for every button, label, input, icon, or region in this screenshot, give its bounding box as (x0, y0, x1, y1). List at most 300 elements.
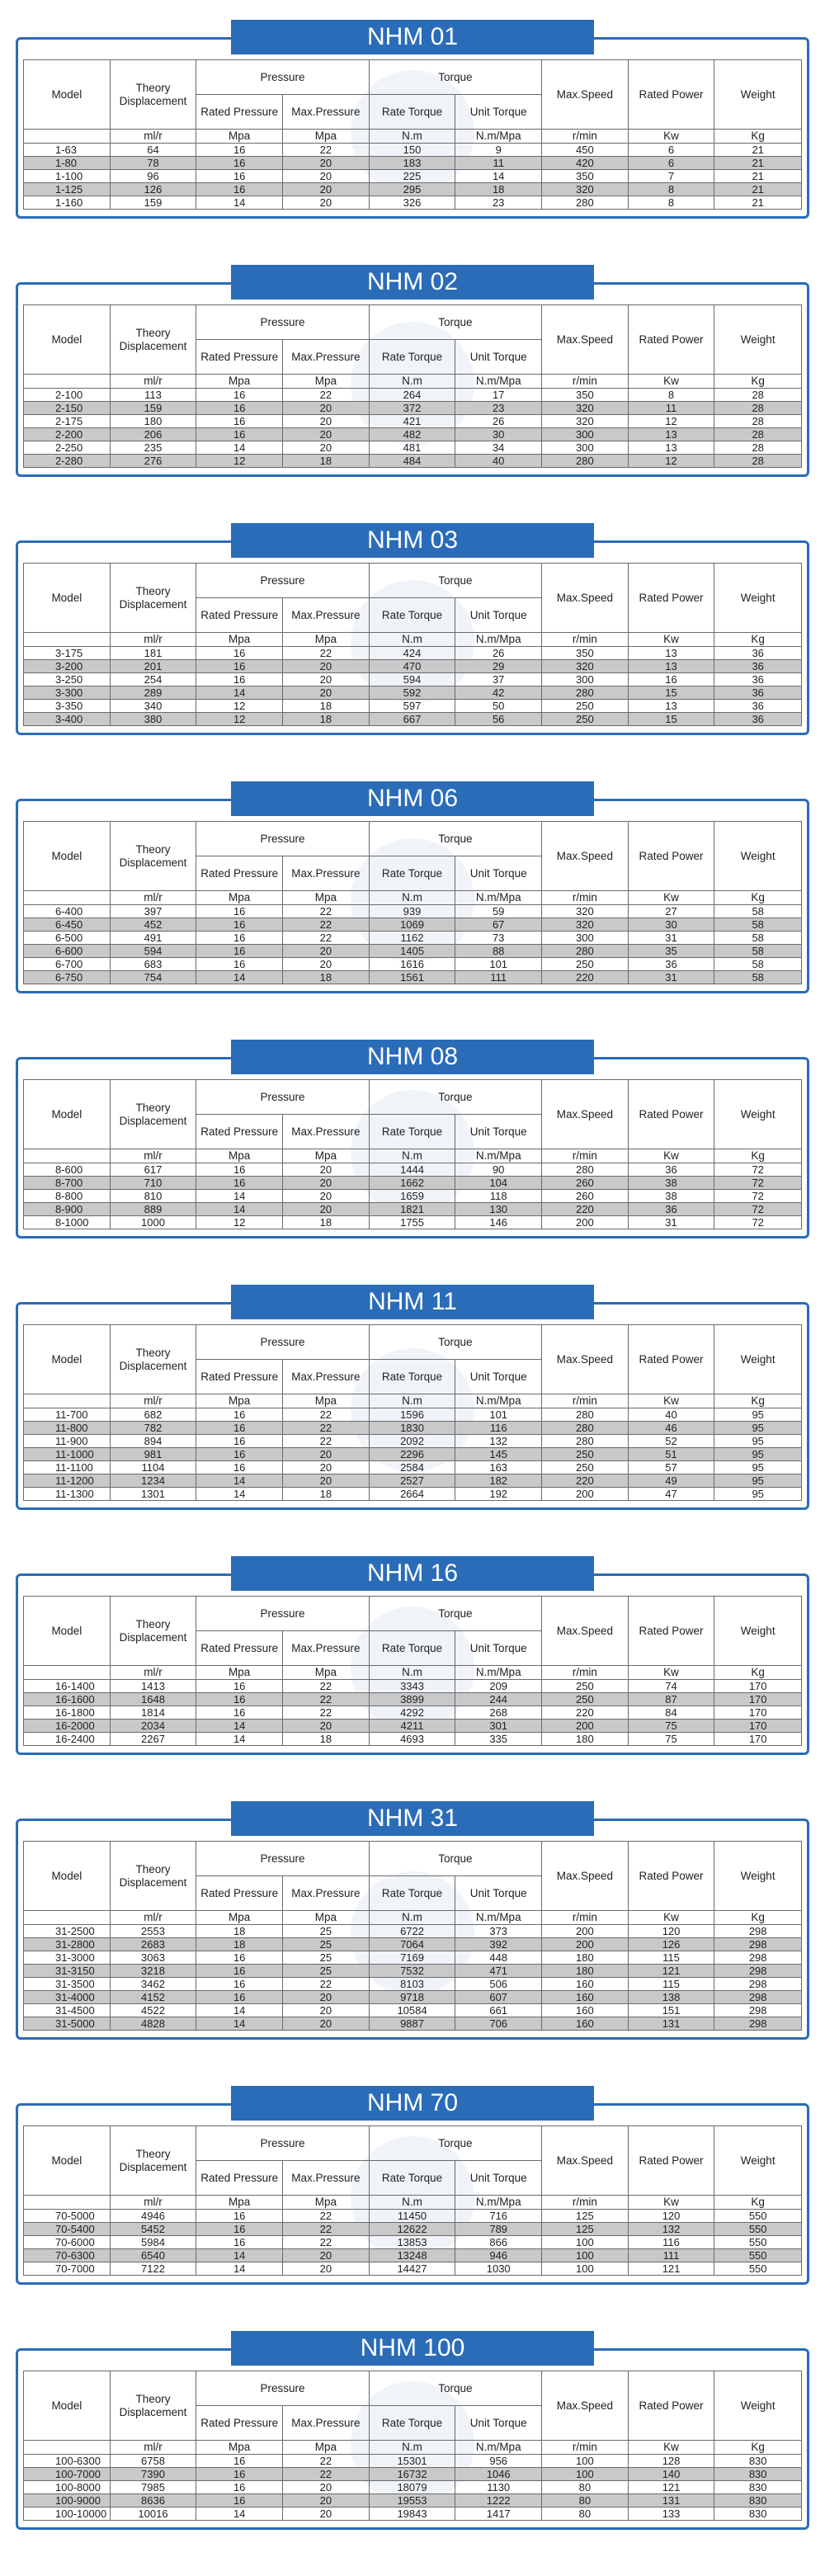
value-cell: 592 (369, 686, 455, 700)
value-cell: 7985 (110, 2481, 196, 2494)
table-row (24, 1163, 802, 1177)
header-unit-torque: Unit Torque (455, 1115, 542, 1149)
model-cell: 3-400 (24, 713, 111, 726)
model-cell: 31-2500 (24, 1925, 111, 1938)
value-cell: 8 (628, 183, 714, 196)
unit-cell-model (24, 130, 111, 144)
header-model: Model (24, 2371, 111, 2441)
value-cell: 20 (283, 2494, 370, 2508)
spec-table-frame (16, 37, 809, 219)
value-cell: 4522 (110, 2004, 196, 2017)
table-row (24, 713, 802, 726)
value-cell: 180 (110, 415, 196, 428)
value-cell: 49 (628, 1474, 714, 1488)
header-pressure: Pressure (196, 1325, 369, 1360)
table-row (24, 932, 802, 945)
value-cell: 20 (283, 2249, 370, 2262)
units-row (24, 1911, 802, 1925)
value-cell: 36 (628, 1203, 714, 1216)
unit-cell: ml/r (110, 375, 196, 389)
model-cell: 11-1300 (24, 1488, 111, 1501)
value-cell: 72 (714, 1216, 802, 1229)
header-pressure: Pressure (196, 564, 369, 598)
unit-cell: N.m/Mpa (455, 1394, 542, 1408)
value-cell: 298 (714, 1991, 802, 2004)
header-rated-power: Rated Power (628, 1080, 714, 1149)
spec-table (23, 2125, 802, 2276)
value-cell: 1000 (110, 1216, 196, 1229)
value-cell: 250 (542, 1448, 629, 1461)
model-cell: 31-2800 (24, 1938, 111, 1951)
value-cell: 607 (455, 1991, 542, 2004)
value-cell: 16 (196, 1680, 283, 1693)
value-cell: 31 (628, 971, 714, 984)
value-cell: 14 (196, 1203, 283, 1216)
unit-cell: Mpa (196, 375, 283, 389)
unit-cell: Kw (628, 2196, 714, 2210)
model-cell: 3-175 (24, 647, 111, 660)
header-model: Model (24, 1597, 111, 1666)
table-row (24, 1693, 802, 1706)
value-cell: 20 (283, 1448, 370, 1461)
value-cell: 14 (196, 971, 283, 984)
value-cell: 470 (369, 660, 455, 673)
header-weight: Weight (714, 60, 802, 130)
value-cell: 716 (455, 2210, 542, 2223)
value-cell: 88 (455, 945, 542, 958)
value-cell: 21 (714, 183, 802, 196)
value-cell: 7169 (369, 1951, 455, 1965)
header-rated-power: Rated Power (628, 2126, 714, 2196)
value-cell: 95 (714, 1448, 802, 1461)
value-cell: 20 (283, 441, 370, 455)
table-row (24, 1408, 802, 1422)
value-cell: 280 (542, 196, 629, 210)
header-max-speed: Max.Speed (542, 305, 629, 375)
value-cell: 13 (628, 700, 714, 713)
header-model: Model (24, 1325, 111, 1394)
unit-cell: Mpa (196, 2441, 283, 2455)
header-rated-power: Rated Power (628, 2371, 714, 2441)
table-row (24, 2468, 802, 2481)
value-cell: 58 (714, 918, 802, 932)
value-cell: 18 (283, 700, 370, 713)
value-cell: 14 (196, 1720, 283, 1733)
value-cell: 36 (714, 700, 802, 713)
series-title: NHM 02 (231, 265, 594, 300)
value-cell: 550 (714, 2262, 802, 2276)
value-cell: 280 (542, 686, 629, 700)
header-pressure: Pressure (196, 305, 369, 340)
spec-table-frame (16, 2103, 809, 2285)
spec-table-frame (16, 2348, 809, 2530)
value-cell: 22 (283, 647, 370, 660)
table-row (24, 673, 802, 686)
header-theory-displacement: Theory Displacement (110, 60, 196, 130)
value-cell: 14 (196, 2249, 283, 2262)
model-cell: 31-3150 (24, 1965, 111, 1978)
header-rate-torque: Rate Torque (369, 2161, 455, 2196)
value-cell: 1301 (110, 1488, 196, 1501)
value-cell: 19553 (369, 2494, 455, 2508)
header-max-pressure: Max.Pressure (283, 598, 370, 633)
table-row (24, 1991, 802, 2004)
value-cell: 20 (283, 1190, 370, 1203)
value-cell: 14427 (369, 2262, 455, 2276)
header-rated-pressure: Rated Pressure (196, 598, 283, 633)
value-cell: 50 (455, 700, 542, 713)
unit-cell: Mpa (283, 375, 370, 389)
value-cell: 16 (196, 1177, 283, 1190)
value-cell: 36 (628, 1163, 714, 1177)
value-cell: 2553 (110, 1925, 196, 1938)
value-cell: 113 (110, 389, 196, 402)
unit-cell: Kg (714, 375, 802, 389)
value-cell: 95 (714, 1488, 802, 1501)
value-cell: 121 (628, 1965, 714, 1978)
value-cell: 594 (110, 945, 196, 958)
unit-cell: ml/r (110, 1394, 196, 1408)
header-max-speed: Max.Speed (542, 60, 629, 130)
model-series-section (16, 781, 809, 993)
value-cell: 140 (628, 2468, 714, 2481)
value-cell: 16 (196, 647, 283, 660)
value-cell: 594 (369, 673, 455, 686)
table-row (24, 183, 802, 196)
header-max-speed: Max.Speed (542, 1080, 629, 1149)
value-cell: 201 (110, 660, 196, 673)
value-cell: 34 (455, 441, 542, 455)
model-cell: 31-3500 (24, 1978, 111, 1991)
value-cell: 667 (369, 713, 455, 726)
value-cell: 182 (455, 1474, 542, 1488)
table-row (24, 1474, 802, 1488)
value-cell: 14 (196, 196, 283, 210)
value-cell: 350 (542, 170, 629, 183)
table-row (24, 945, 802, 958)
value-cell: 116 (628, 2236, 714, 2249)
value-cell: 27 (628, 905, 714, 918)
unit-cell: r/min (542, 1666, 629, 1680)
value-cell: 1234 (110, 1474, 196, 1488)
value-cell: 481 (369, 441, 455, 455)
unit-cell-model (24, 2441, 111, 2455)
value-cell: 20 (283, 1177, 370, 1190)
table-row (24, 1965, 802, 1978)
value-cell: 264 (369, 389, 455, 402)
value-cell: 131 (628, 2017, 714, 2031)
value-cell: 12 (196, 713, 283, 726)
spec-rows (24, 905, 802, 984)
model-series-section (16, 1285, 809, 1510)
value-cell: 180 (542, 1965, 629, 1978)
model-cell: 8-600 (24, 1163, 111, 1177)
header-max-speed: Max.Speed (542, 1597, 629, 1666)
unit-cell: ml/r (110, 2196, 196, 2210)
value-cell: 14 (455, 170, 542, 183)
value-cell: 16 (196, 2494, 283, 2508)
value-cell: 133 (628, 2508, 714, 2521)
unit-cell: Mpa (196, 130, 283, 144)
value-cell: 6758 (110, 2455, 196, 2468)
value-cell: 280 (542, 1408, 629, 1422)
value-cell: 866 (455, 2236, 542, 2249)
header-pressure: Pressure (196, 1597, 369, 1631)
value-cell: 22 (283, 389, 370, 402)
header-max-pressure: Max.Pressure (283, 2161, 370, 2196)
unit-cell: ml/r (110, 1149, 196, 1163)
value-cell: 35 (628, 945, 714, 958)
header-model: Model (24, 305, 111, 375)
value-cell: 3063 (110, 1951, 196, 1965)
unit-cell: ml/r (110, 891, 196, 905)
value-cell: 550 (714, 2223, 802, 2236)
value-cell: 706 (455, 2017, 542, 2031)
model-series-section (16, 1040, 809, 1238)
value-cell: 661 (455, 2004, 542, 2017)
value-cell: 20 (283, 157, 370, 170)
value-cell: 1046 (455, 2468, 542, 2481)
value-cell: 170 (714, 1680, 802, 1693)
value-cell: 40 (455, 455, 542, 468)
value-cell: 25 (283, 1925, 370, 1938)
header-model: Model (24, 60, 111, 130)
value-cell: 5984 (110, 2236, 196, 2249)
header-rated-pressure: Rated Pressure (196, 2161, 283, 2196)
value-cell: 59 (455, 905, 542, 918)
spec-rows (24, 389, 802, 468)
value-cell: 16 (196, 1978, 283, 1991)
value-cell: 16 (196, 932, 283, 945)
value-cell: 51 (628, 1448, 714, 1461)
units-row (24, 2196, 802, 2210)
value-cell: 132 (455, 1435, 542, 1448)
value-cell: 160 (542, 1991, 629, 2004)
value-cell: 2267 (110, 1733, 196, 1746)
value-cell: 16 (196, 2210, 283, 2223)
units-row (24, 1394, 802, 1408)
table-row (24, 455, 802, 468)
value-cell: 8 (628, 196, 714, 210)
header-rate-torque: Rate Torque (369, 856, 455, 891)
model-cell: 3-300 (24, 686, 111, 700)
unit-cell: r/min (542, 633, 629, 647)
model-cell: 31-5000 (24, 2017, 111, 2031)
value-cell: 80 (542, 2508, 629, 2521)
model-cell: 11-1000 (24, 1448, 111, 1461)
header-model: Model (24, 2126, 111, 2196)
value-cell: 16 (196, 183, 283, 196)
value-cell: 225 (369, 170, 455, 183)
value-cell: 22 (283, 2210, 370, 2223)
value-cell: 320 (542, 415, 629, 428)
value-cell: 58 (714, 905, 802, 918)
value-cell: 131 (628, 2494, 714, 2508)
value-cell: 300 (542, 932, 629, 945)
value-cell: 56 (455, 713, 542, 726)
value-cell: 1444 (369, 1163, 455, 1177)
unit-cell-model (24, 633, 111, 647)
value-cell: 16732 (369, 2468, 455, 2481)
header-rate-torque: Rate Torque (369, 1360, 455, 1394)
table-row (24, 1938, 802, 1951)
unit-cell: N.m (369, 2196, 455, 2210)
value-cell: 101 (455, 1408, 542, 1422)
value-cell: 80 (542, 2481, 629, 2494)
value-cell: 7532 (369, 1965, 455, 1978)
value-cell: 16 (196, 170, 283, 183)
value-cell: 16 (196, 1706, 283, 1720)
value-cell: 64 (110, 144, 196, 157)
value-cell: 16 (196, 2468, 283, 2481)
value-cell: 20 (283, 1163, 370, 1177)
value-cell: 8103 (369, 1978, 455, 1991)
header-rate-torque: Rate Torque (369, 1876, 455, 1911)
unit-cell: Mpa (283, 1911, 370, 1925)
spec-table (23, 304, 802, 468)
value-cell: 939 (369, 905, 455, 918)
value-cell: 250 (542, 1693, 629, 1706)
value-cell: 220 (542, 971, 629, 984)
value-cell: 372 (369, 402, 455, 415)
value-cell: 23 (455, 196, 542, 210)
value-cell: 830 (714, 2508, 802, 2521)
value-cell: 298 (714, 1938, 802, 1951)
table-row (24, 2236, 802, 2249)
value-cell: 14 (196, 441, 283, 455)
header-unit-torque: Unit Torque (455, 1360, 542, 1394)
spec-rows (24, 1408, 802, 1501)
value-cell: 4946 (110, 2210, 196, 2223)
value-cell: 31 (628, 1216, 714, 1229)
unit-cell: Kg (714, 1394, 802, 1408)
value-cell: 298 (714, 1978, 802, 1991)
header-torque: Torque (369, 1325, 541, 1360)
unit-cell: r/min (542, 2441, 629, 2455)
unit-cell: N.m (369, 1666, 455, 1680)
value-cell: 14 (196, 686, 283, 700)
header-rated-pressure: Rated Pressure (196, 1876, 283, 1911)
value-cell: 1030 (455, 2262, 542, 2276)
unit-cell: Kg (714, 1149, 802, 1163)
header-weight: Weight (714, 564, 802, 633)
value-cell: 830 (714, 2481, 802, 2494)
value-cell: 84 (628, 1706, 714, 1720)
value-cell: 36 (714, 673, 802, 686)
spec-table (23, 1596, 802, 1746)
value-cell: 47 (628, 1488, 714, 1501)
value-cell: 260 (542, 1190, 629, 1203)
value-cell: 280 (542, 1422, 629, 1435)
spec-rows (24, 1163, 802, 1229)
value-cell: 2683 (110, 1938, 196, 1951)
value-cell: 37 (455, 673, 542, 686)
value-cell: 22 (283, 2223, 370, 2236)
value-cell: 73 (455, 932, 542, 945)
header-weight: Weight (714, 2126, 802, 2196)
unit-cell: Mpa (283, 633, 370, 647)
model-cell: 31-4000 (24, 1991, 111, 2004)
unit-cell: Kw (628, 1666, 714, 1680)
value-cell: 1104 (110, 1461, 196, 1474)
unit-cell: Kw (628, 1911, 714, 1925)
model-series-section (16, 523, 809, 735)
unit-cell-model (24, 375, 111, 389)
spec-table (23, 2371, 802, 2521)
value-cell: 16 (196, 415, 283, 428)
table-row (24, 1422, 802, 1435)
value-cell: 1405 (369, 945, 455, 958)
value-cell: 10584 (369, 2004, 455, 2017)
header-rate-torque: Rate Torque (369, 2406, 455, 2441)
value-cell: 1162 (369, 932, 455, 945)
value-cell: 150 (369, 144, 455, 157)
value-cell: 159 (110, 196, 196, 210)
value-cell: 36 (714, 686, 802, 700)
value-cell: 22 (283, 932, 370, 945)
model-cell: 2-100 (24, 389, 111, 402)
value-cell: 250 (542, 700, 629, 713)
value-cell: 326 (369, 196, 455, 210)
value-cell: 14 (196, 1733, 283, 1746)
units-row (24, 130, 802, 144)
header-unit-torque: Unit Torque (455, 856, 542, 891)
value-cell: 104 (455, 1177, 542, 1190)
value-cell: 420 (542, 157, 629, 170)
unit-cell: Kw (628, 633, 714, 647)
value-cell: 151 (628, 2004, 714, 2017)
header-rated-pressure: Rated Pressure (196, 1115, 283, 1149)
value-cell: 484 (369, 455, 455, 468)
value-cell: 22 (283, 1978, 370, 1991)
value-cell: 72 (714, 1190, 802, 1203)
header-model: Model (24, 822, 111, 891)
model-cell: 100-6300 (24, 2455, 111, 2468)
value-cell: 16 (196, 1693, 283, 1706)
value-cell: 220 (542, 1203, 629, 1216)
value-cell: 20 (283, 415, 370, 428)
value-cell: 298 (714, 1925, 802, 1938)
value-cell: 10016 (110, 2508, 196, 2521)
header-model: Model (24, 1842, 111, 1911)
value-cell: 550 (714, 2210, 802, 2223)
header-torque: Torque (369, 60, 541, 95)
model-cell: 6-500 (24, 932, 111, 945)
value-cell: 31 (628, 932, 714, 945)
value-cell: 20 (283, 402, 370, 415)
value-cell: 298 (714, 1965, 802, 1978)
header-theory-displacement: Theory Displacement (110, 2371, 196, 2441)
value-cell: 19843 (369, 2508, 455, 2521)
table-row (24, 1720, 802, 1733)
value-cell: 244 (455, 1693, 542, 1706)
model-cell: 11-1100 (24, 1461, 111, 1474)
model-cell: 1-100 (24, 170, 111, 183)
value-cell: 16 (196, 144, 283, 157)
value-cell: 13 (628, 660, 714, 673)
model-cell: 3-350 (24, 700, 111, 713)
value-cell: 28 (714, 415, 802, 428)
value-cell: 682 (110, 1408, 196, 1422)
value-cell: 16 (196, 389, 283, 402)
value-cell: 6 (628, 157, 714, 170)
model-cell: 6-600 (24, 945, 111, 958)
value-cell: 981 (110, 1448, 196, 1461)
value-cell: 482 (369, 428, 455, 441)
unit-cell: ml/r (110, 633, 196, 647)
unit-cell: Kw (628, 130, 714, 144)
value-cell: 20 (283, 1991, 370, 2004)
